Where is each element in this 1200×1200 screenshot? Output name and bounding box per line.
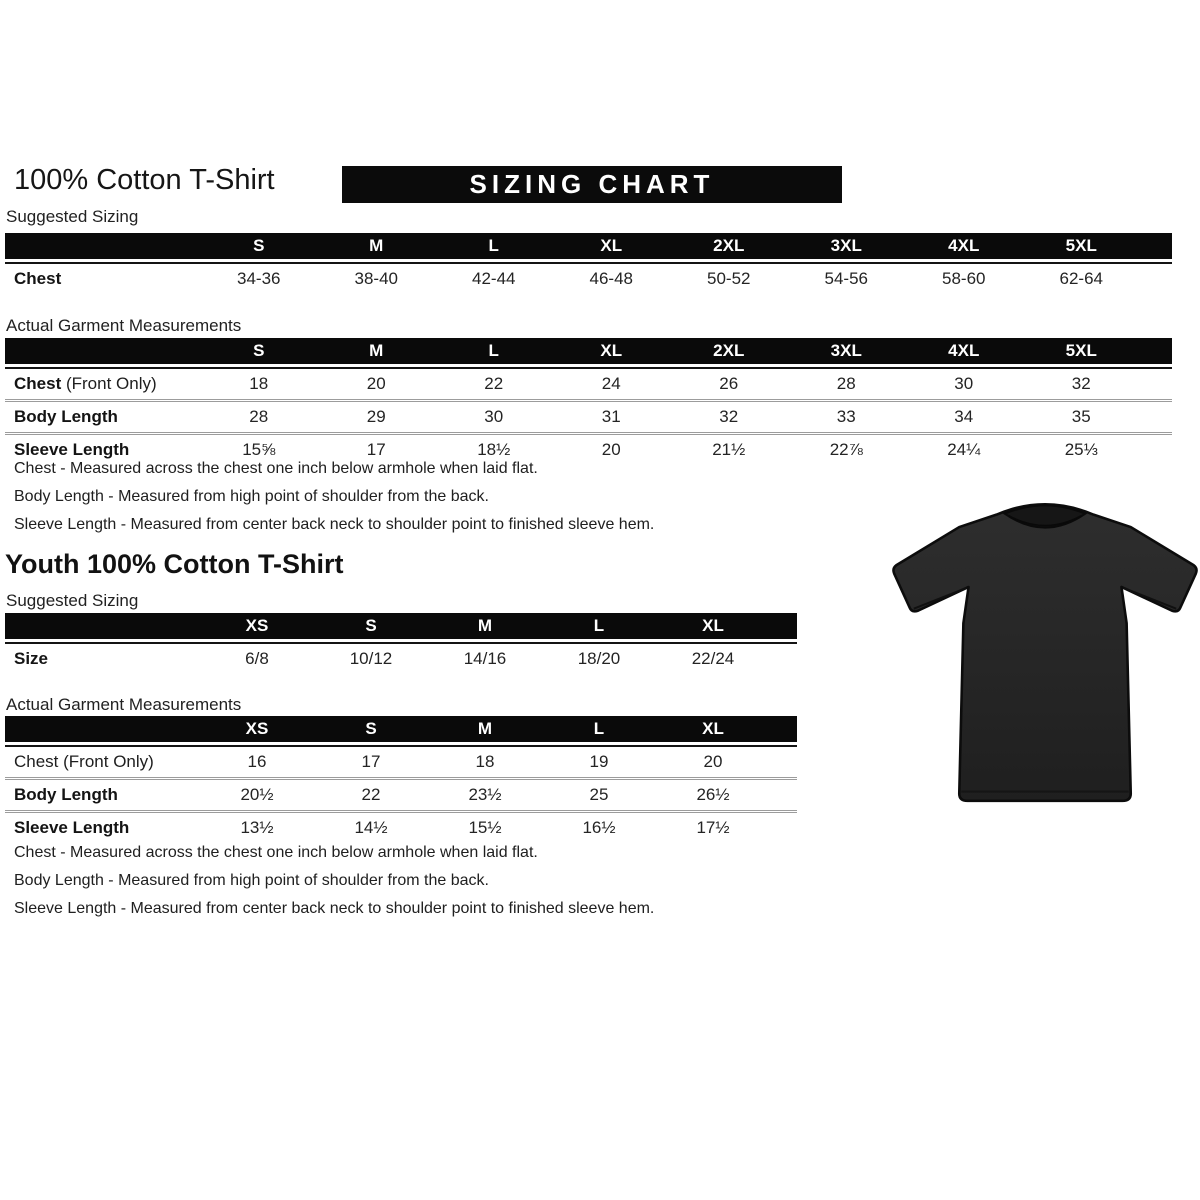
table-row-chest: [5, 369, 1172, 399]
column-header-5xl: 5XL: [1065, 341, 1097, 360]
cell-value: 23½: [468, 785, 502, 804]
cell-value: 21½: [712, 440, 746, 459]
cell-value: 32: [719, 407, 739, 426]
column-header-2xl: 2XL: [713, 236, 745, 255]
youth-suggested-sizing-label: Suggested Sizing: [6, 591, 139, 610]
cell-value: 17: [361, 752, 381, 771]
cell-value: 18: [475, 752, 495, 771]
cell-value: 20: [601, 440, 621, 459]
table-row-sleeve-length: [5, 810, 797, 843]
adult-actual-measurements-label: Actual Garment Measurements: [6, 316, 242, 335]
column-header-s: S: [253, 236, 265, 255]
page-title: 100% Cotton T-Shirt: [14, 164, 275, 196]
column-header-4xl: 4XL: [948, 341, 980, 360]
column-header-s: S: [365, 616, 377, 635]
cell-value: 17: [366, 440, 386, 459]
cell-value: 17½: [696, 818, 730, 837]
cell-value: 22: [484, 374, 504, 393]
column-header-xs: XS: [245, 719, 269, 738]
cell-value: 22: [361, 785, 381, 804]
note-sleeve-length: Sleeve Length - Measured from center back neck to shoulder point to finished sleeve hem.: [14, 516, 655, 533]
sizing-chart-banner: [342, 166, 842, 203]
row-label: Size: [14, 649, 49, 668]
cell-value: 38-40: [354, 269, 398, 288]
youth-actual-measurements-table: [5, 716, 797, 843]
youth-actual-measurements-label: Actual Garment Measurements: [6, 695, 242, 714]
column-header-l: L: [593, 719, 605, 738]
row-label: Sleeve Length: [14, 440, 130, 459]
column-header-xl: XL: [702, 616, 724, 635]
cell-value: 46-48: [589, 269, 633, 288]
cell-value: 28: [249, 407, 269, 426]
cell-value: 14½: [354, 818, 388, 837]
cell-value: 15⅝: [242, 440, 276, 459]
youth-suggested-sizing-table: [5, 613, 797, 674]
column-header-xl: XL: [702, 719, 724, 738]
column-header-l: L: [593, 616, 605, 635]
cell-value: 29: [366, 407, 386, 426]
cell-value: 22/24: [691, 649, 735, 668]
table-row-body-length: [5, 399, 1172, 432]
column-header-xs: XS: [245, 616, 269, 635]
row-label: Chest: [14, 269, 62, 288]
cell-value: 22⅞: [829, 440, 863, 459]
cell-value: 18: [249, 374, 269, 393]
column-header-5xl: 5XL: [1065, 236, 1097, 255]
column-header-l: L: [488, 236, 499, 255]
cell-value: 33: [836, 407, 856, 426]
cell-value: 30: [484, 407, 504, 426]
adult-suggested-sizing-label: Suggested Sizing: [6, 207, 139, 226]
row-label: Chest (Front Only): [14, 374, 157, 393]
note-sleeve-length: Sleeve Length - Measured from center back neck to shoulder point to finished sleeve hem.: [14, 900, 655, 917]
cell-value: 32: [1071, 374, 1091, 393]
row-label: Sleeve Length: [14, 818, 130, 837]
youth-suggested-header-row: [5, 613, 797, 639]
column-header-3xl: 3XL: [830, 236, 862, 255]
cell-value: 50-52: [707, 269, 751, 288]
cell-value: 20: [703, 752, 723, 771]
cell-value: 16½: [582, 818, 616, 837]
cell-value: 6/8: [245, 649, 269, 668]
column-header-xl: XL: [600, 236, 623, 255]
adult-suggested-sizing-table: [5, 233, 1172, 294]
row-label: Chest (Front Only): [14, 752, 154, 771]
cell-value: 28: [836, 374, 856, 393]
youth-actual-header-row: [5, 716, 797, 742]
cell-value: 34-36: [237, 269, 281, 288]
adult-actual-measurements-table: [5, 338, 1172, 465]
sizing-chart-banner-text: SIZING CHART: [469, 169, 715, 199]
cell-value: 25⅓: [1064, 440, 1098, 459]
cell-value: 18½: [477, 440, 511, 459]
cell-value: 34: [954, 407, 974, 426]
cell-value: 16: [247, 752, 267, 771]
black-tshirt-image: [890, 494, 1200, 811]
cell-value: 35: [1071, 407, 1091, 426]
row-label: Body Length: [14, 407, 118, 426]
cell-value: 58-60: [942, 269, 986, 288]
cell-value: 15½: [468, 818, 502, 837]
note-chest: Chest - Measured across the chest one inch below armhole when laid flat.: [14, 844, 538, 861]
column-header-4xl: 4XL: [948, 236, 980, 255]
cell-value: 26: [719, 374, 739, 393]
youth-section-title: Youth 100% Cotton T-Shirt: [5, 549, 344, 579]
row-label: Body Length: [14, 785, 118, 804]
note-body-length: Body Length - Measured from high point of shoulder from the back.: [14, 488, 489, 505]
column-header-s: S: [253, 341, 265, 360]
column-header-3xl: 3XL: [830, 341, 862, 360]
adult-actual-header-row: [5, 338, 1172, 364]
column-header-m: M: [369, 341, 384, 360]
adult-suggested-header-row: [5, 233, 1172, 259]
note-chest: Chest - Measured across the chest one inch below armhole when laid flat.: [14, 460, 538, 477]
table-row-body-length: [5, 777, 797, 810]
cell-value: 19: [589, 752, 609, 771]
cell-value: 54-56: [824, 269, 868, 288]
cell-value: 13½: [240, 818, 274, 837]
table-row-chest: [5, 747, 797, 777]
note-body-length: Body Length - Measured from high point of shoulder from the back.: [14, 872, 489, 889]
cell-value: 30: [954, 374, 974, 393]
column-header-m: M: [477, 719, 493, 738]
tshirt-body: [893, 504, 1196, 801]
cell-value: 18/20: [577, 649, 621, 668]
table-row-chest: [5, 264, 1172, 294]
column-header-m: M: [369, 236, 384, 255]
cell-value: 10/12: [349, 649, 393, 668]
table-row-size: [5, 644, 797, 674]
cell-value: 24¼: [947, 440, 981, 459]
column-header-s: S: [365, 719, 377, 738]
cell-value: 26½: [696, 785, 730, 804]
cell-value: 62-64: [1059, 269, 1103, 288]
cell-value: 24: [601, 374, 621, 393]
column-header-2xl: 2XL: [713, 341, 745, 360]
cell-value: 20½: [240, 785, 274, 804]
cell-value: 14/16: [463, 649, 507, 668]
column-header-xl: XL: [600, 341, 623, 360]
cell-value: 25: [589, 785, 609, 804]
column-header-m: M: [477, 616, 493, 635]
column-header-l: L: [488, 341, 499, 360]
cell-value: 42-44: [472, 269, 516, 288]
cell-value: 31: [601, 407, 621, 426]
cell-value: 20: [366, 374, 386, 393]
